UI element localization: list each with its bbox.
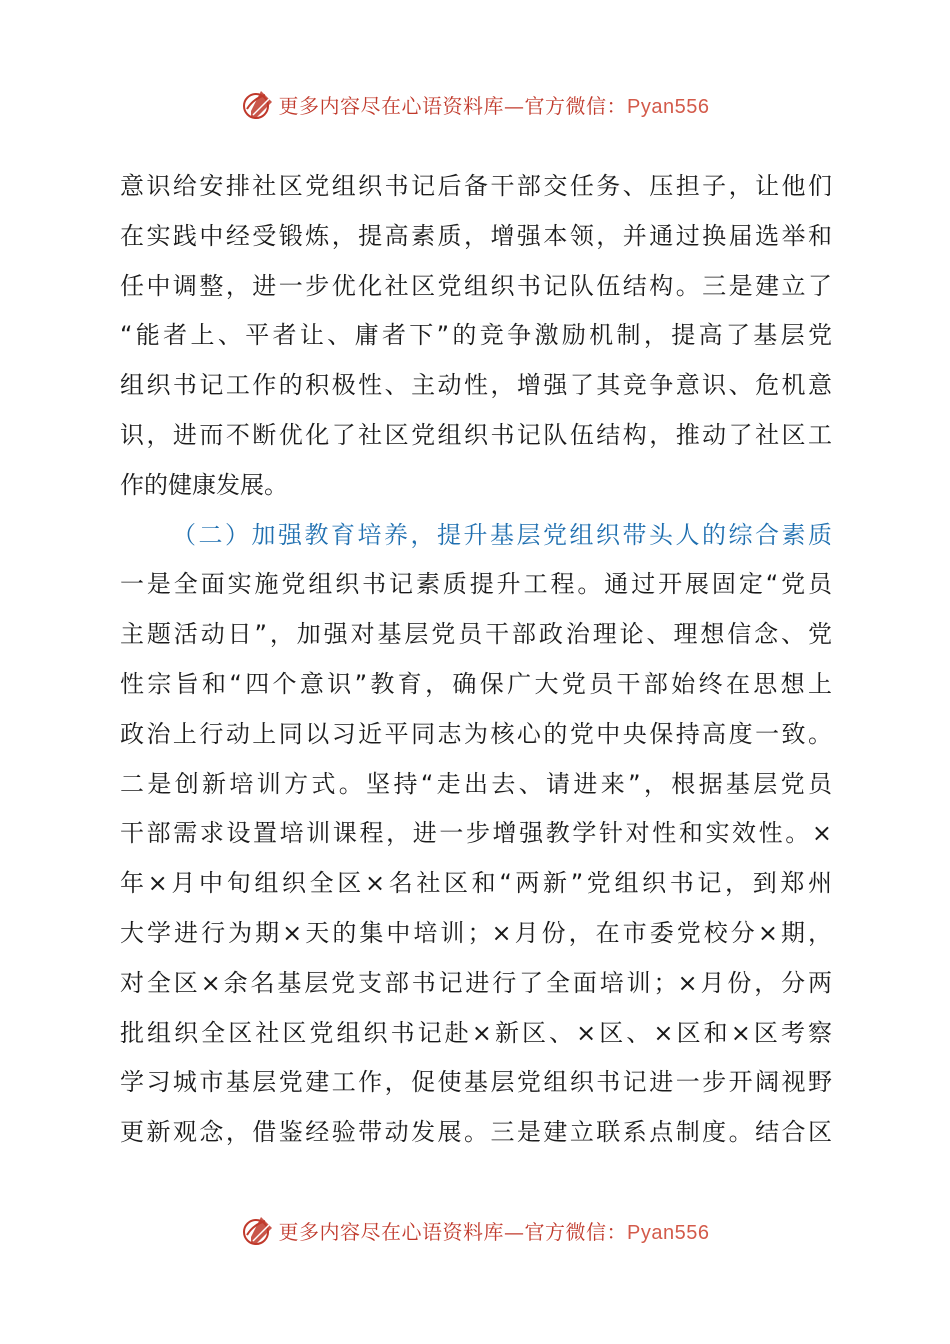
paragraph-line: 主题活动日”，加强对基层党员干部政治理论、理想信念、党 <box>120 620 832 649</box>
paragraph-line: 在实践中经受锻炼，提高素质，增强本领，并通过换届选举和 <box>120 221 832 250</box>
section-heading: （二）加强教育培养，提升基层党组织带头人的综合素质 <box>172 520 832 549</box>
paragraph-line: 政治上行动上同以习近平同志为核心的党中央保持高度一致。 <box>120 719 832 748</box>
paragraph-line: 对全区×余名基层党支部书记进行了全面培训；×月份，分两 <box>120 968 832 997</box>
watermark-text: 更多内容尽在心语资料库—官方微信：Pyan556 <box>278 93 710 118</box>
paragraph-line: 一是全面实施党组织书记素质提升工程。通过开展固定“党员 <box>120 570 832 599</box>
pen-logo-icon <box>241 1213 275 1247</box>
paragraph-line: 二是创新培训方式。坚持“走出去、请进来”，根据基层党员 <box>120 769 832 798</box>
paragraph-line: 组织书记工作的积极性、主动性，增强了其竞争意识、危机意 <box>120 371 832 400</box>
watermark-text: 更多内容尽在心语资料库—官方微信：Pyan556 <box>278 1219 710 1244</box>
paragraph-line: 作的健康发展。 <box>120 470 288 499</box>
paragraph-line: 干部需求设置培训课程，进一步增强教学针对性和实效性。× <box>120 819 832 848</box>
paragraph-line: 更新观念，借鉴经验带动发展。三是建立联系点制度。结合区 <box>120 1118 832 1147</box>
paragraph-line: 性宗旨和“四个意识”教育，确保广大党员干部始终在思想上 <box>120 669 832 698</box>
paragraph-line: 大学进行为期×天的集中培训；×月份，在市委党校分×期， <box>120 918 832 947</box>
watermark-header <box>0 84 950 124</box>
paragraph-line: “能者上、平者让、庸者下”的竞争激励机制，提高了基层党 <box>120 321 832 350</box>
pen-logo-icon <box>241 87 275 121</box>
paragraph-line: 任中调整，进一步优化社区党组织书记队伍结构。三是建立了 <box>120 271 832 300</box>
document-body <box>120 162 832 1158</box>
paragraph-line: 批组织全区社区党组织书记赴×新区、×区、×区和×区考察 <box>120 1018 832 1047</box>
paragraph-line: 年×月中旬组织全区×名社区和“两新”党组织书记，到郑州 <box>120 869 832 898</box>
watermark-id: Pyan556 <box>627 1221 710 1244</box>
paragraph-line: 学习城市基层党建工作，促使基层党组织书记进一步开阔视野 <box>120 1068 832 1097</box>
watermark-footer <box>0 1210 950 1250</box>
paragraph-line: 识，进而不断优化了社区党组织书记队伍结构，推动了社区工 <box>120 420 832 449</box>
paragraph-line: 意识给安排社区党组织书记后备干部交任务、压担子，让他们 <box>120 172 832 200</box>
watermark-id: Pyan556 <box>627 95 710 118</box>
